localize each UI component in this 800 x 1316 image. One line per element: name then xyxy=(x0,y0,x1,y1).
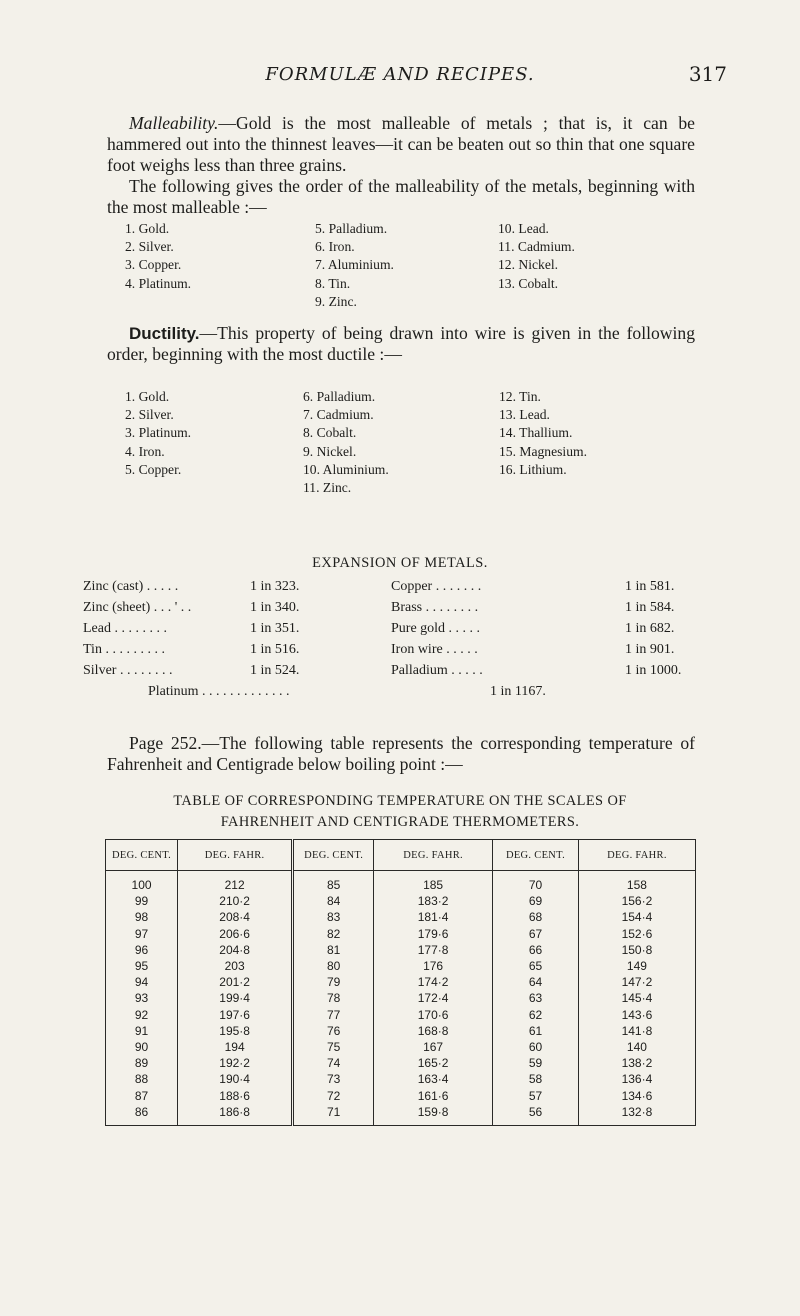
metal-value: 1 in 516. xyxy=(250,642,300,657)
table-cell: 194 xyxy=(178,1039,293,1055)
table-row xyxy=(106,871,696,894)
table-row xyxy=(106,1071,696,1087)
table-cell: 134·6 xyxy=(578,1087,695,1103)
table-cell: 163·4 xyxy=(374,1071,493,1087)
table-cell: 82 xyxy=(293,926,374,942)
list-item: 3. Platinum. xyxy=(125,425,192,441)
metal-value: 1 in 584. xyxy=(625,600,675,615)
table-cell: 176 xyxy=(374,958,493,974)
table-cell: 97 xyxy=(106,926,178,942)
list-item: 10. Aluminium. xyxy=(303,461,389,477)
malleability-text: —Gold is the most malleable of metals ; that is, it can be hammered out into the thinnest leaves—it can be beaten out so thin that one square foot weighs less than three grains. xyxy=(107,113,695,175)
ductility-paragraph xyxy=(107,323,695,365)
list-item: 13. Cobalt. xyxy=(498,275,559,291)
table-cell: 65 xyxy=(493,958,579,974)
table-cell: 212 xyxy=(178,871,293,894)
expansion-row xyxy=(83,642,703,662)
metal-name: Tin . . . . . . . . . xyxy=(83,642,165,657)
list-item: 9. Nickel. xyxy=(303,443,357,459)
table-cell: 161·6 xyxy=(374,1087,493,1103)
list-item: 15. Magnesium. xyxy=(499,443,587,459)
table-cell: 90 xyxy=(106,1039,178,1055)
list-item: 3. Copper. xyxy=(125,257,182,273)
column-header: DEG. FAHR. xyxy=(578,840,695,871)
list-item: 12. Tin. xyxy=(499,389,541,404)
table-cell: 158 xyxy=(578,871,695,894)
table-cell: 192·2 xyxy=(178,1055,293,1071)
table-cell: 80 xyxy=(293,958,374,974)
table-row xyxy=(106,893,696,909)
table-cell: 66 xyxy=(493,942,579,958)
page252-paragraph: Page 252.—The following table represents the corresponding temperature of Fahrenheit and Centigrade below boiling point :— xyxy=(107,733,695,774)
expansion-row xyxy=(83,621,703,641)
metal-name: Platinum . . . . . . . . . . . . . xyxy=(148,684,290,699)
list-item: 8. Tin. xyxy=(315,275,351,291)
malleability-list-col1 xyxy=(125,220,191,293)
expansion-row xyxy=(83,663,703,683)
table-cell: 147·2 xyxy=(578,974,695,990)
table-row xyxy=(106,1104,696,1126)
list-item: 1. Gold. xyxy=(125,389,170,404)
column-header: DEG. CENT. xyxy=(493,840,579,871)
expansion-title: EXPANSION OF METALS. xyxy=(312,555,488,571)
list-item: 6. Iron. xyxy=(315,239,355,255)
metal-name: Silver . . . . . . . . xyxy=(83,663,173,678)
metal-value: 1 in 901. xyxy=(625,642,675,657)
expansion-row xyxy=(83,579,703,599)
table-cell: 63 xyxy=(493,990,579,1006)
column-header: DEG. FAHR. xyxy=(178,840,293,871)
metal-name: Copper . . . . . . . xyxy=(391,579,482,594)
ductility-list-col3 xyxy=(499,388,587,479)
list-item: 12. Nickel. xyxy=(498,257,559,273)
table-cell: 197·6 xyxy=(178,1007,293,1023)
page-number: 317 xyxy=(688,62,727,86)
metal-name: Lead . . . . . . . . xyxy=(83,621,167,636)
table-cell: 210·2 xyxy=(178,893,293,909)
list-item: 2. Silver. xyxy=(125,239,174,255)
table-cell: 92 xyxy=(106,1007,178,1023)
table-cell: 76 xyxy=(293,1023,374,1039)
malleability-paragraph xyxy=(107,113,695,176)
column-header: DEG. CENT. xyxy=(106,840,178,871)
table-cell: 143·6 xyxy=(578,1007,695,1023)
malleability-list-col2 xyxy=(315,220,394,311)
table-cell: 201·2 xyxy=(178,974,293,990)
list-item: 5. Copper. xyxy=(125,461,182,477)
metal-name: Zinc (cast) . . . . . xyxy=(83,579,179,594)
expansion-row xyxy=(83,600,703,620)
table-cell: 138·2 xyxy=(578,1055,695,1071)
list-item: 5. Palladium. xyxy=(315,221,388,236)
table-cell: 190·4 xyxy=(178,1071,293,1087)
table-cell: 100 xyxy=(106,871,178,894)
table-cell: 172·4 xyxy=(374,990,493,1006)
table-cell: 159·8 xyxy=(374,1104,493,1126)
table-row xyxy=(106,1055,696,1071)
metal-name: Brass . . . . . . . . xyxy=(391,600,479,615)
list-item: 7. Aluminium. xyxy=(315,257,394,273)
table-cell: 68 xyxy=(493,909,579,925)
table-cell: 81 xyxy=(293,942,374,958)
table-cell: 86 xyxy=(106,1104,178,1126)
table-row xyxy=(106,1087,696,1103)
table-cell: 73 xyxy=(293,1071,374,1087)
table-cell: 61 xyxy=(493,1023,579,1039)
table-cell: 79 xyxy=(293,974,374,990)
table-cell: 72 xyxy=(293,1087,374,1103)
table-cell: 170·6 xyxy=(374,1007,493,1023)
table-cell: 179·6 xyxy=(374,926,493,942)
list-item: 14. Thallium. xyxy=(499,425,573,441)
table-cell: 149 xyxy=(578,958,695,974)
table-cell: 77 xyxy=(293,1007,374,1023)
table-cell: 99 xyxy=(106,893,178,909)
table-cell: 62 xyxy=(493,1007,579,1023)
table-row xyxy=(106,926,696,942)
table-cell: 83 xyxy=(293,909,374,925)
table-cell: 167 xyxy=(374,1039,493,1055)
table-cell: 89 xyxy=(106,1055,178,1071)
table-cell: 85 xyxy=(293,871,374,894)
table-row xyxy=(106,1039,696,1055)
table-cell: 88 xyxy=(106,1071,178,1087)
ductility-list-col1 xyxy=(125,388,191,479)
ductility-list-col2 xyxy=(303,388,389,497)
metal-name: Palladium . . . . . xyxy=(391,663,483,678)
table-cell: 95 xyxy=(106,958,178,974)
list-item: 2. Silver. xyxy=(125,407,174,423)
table-cell: 60 xyxy=(493,1039,579,1055)
list-item: 9. Zinc. xyxy=(315,293,357,309)
list-item: 7. Cadmium. xyxy=(303,407,374,423)
malleability-list-col3 xyxy=(498,220,575,293)
list-item: 11. Cadmium. xyxy=(498,239,575,255)
running-title: FORMULÆ AND RECIPES. xyxy=(265,64,535,85)
metal-value: 1 in 1000. xyxy=(625,663,682,678)
table-cell: 150·8 xyxy=(578,942,695,958)
table-header-row xyxy=(106,840,696,871)
column-header: DEG. FAHR. xyxy=(374,840,493,871)
table-cell: 181·4 xyxy=(374,909,493,925)
table-row xyxy=(106,909,696,925)
list-item: 10. Lead. xyxy=(498,221,549,236)
list-item: 1. Gold. xyxy=(125,221,170,236)
table-cell: 56 xyxy=(493,1104,579,1126)
metal-value: 1 in 340. xyxy=(250,600,300,615)
expansion-row-platinum xyxy=(148,684,648,704)
table-row xyxy=(106,958,696,974)
table-cell: 204·8 xyxy=(178,942,293,958)
table-cell: 168·8 xyxy=(374,1023,493,1039)
table-cell: 70 xyxy=(493,871,579,894)
table-cell: 57 xyxy=(493,1087,579,1103)
list-item: 6. Palladium. xyxy=(303,389,376,404)
table-cell: 145·4 xyxy=(578,990,695,1006)
temperature-table xyxy=(105,839,696,1126)
table-cell: 203 xyxy=(178,958,293,974)
table-cell: 58 xyxy=(493,1071,579,1087)
table-body xyxy=(106,871,696,1126)
malleability-intro: The following gives the order of the malleability of the metals, beginning with the most malleable :— xyxy=(107,176,695,217)
table-cell: 59 xyxy=(493,1055,579,1071)
table-row xyxy=(106,1023,696,1039)
table-cell: 67 xyxy=(493,926,579,942)
table-cell: 75 xyxy=(293,1039,374,1055)
table-cell: 183·2 xyxy=(374,893,493,909)
table-cell: 152·6 xyxy=(578,926,695,942)
metal-name: Zinc (sheet) . . . ' . . xyxy=(83,600,192,615)
metal-value: 1 in 323. xyxy=(250,579,300,594)
metal-value: 1 in 581. xyxy=(625,579,675,594)
running-header xyxy=(0,64,800,88)
table-row xyxy=(106,990,696,1006)
metal-value: 1 in 1167. xyxy=(490,684,546,699)
table-row xyxy=(106,1007,696,1023)
table-cell: 156·2 xyxy=(578,893,695,909)
table-cell: 74 xyxy=(293,1055,374,1071)
table-row xyxy=(106,942,696,958)
table-cell: 136·4 xyxy=(578,1071,695,1087)
list-item: 8. Cobalt. xyxy=(303,425,357,441)
table-cell: 174·2 xyxy=(374,974,493,990)
table-title-line2: FAHRENHEIT AND CENTIGRADE THERMOMETERS. xyxy=(220,814,580,830)
table-cell: 188·6 xyxy=(178,1087,293,1103)
table-cell: 91 xyxy=(106,1023,178,1039)
metal-name: Pure gold . . . . . xyxy=(391,621,481,636)
table-cell: 94 xyxy=(106,974,178,990)
ductility-text: —This property of being drawn into wire is given in the following order, beginning with the most ductile :— xyxy=(107,323,695,364)
table-cell: 177·8 xyxy=(374,942,493,958)
table-cell: 98 xyxy=(106,909,178,925)
table-cell: 93 xyxy=(106,990,178,1006)
list-item: 4. Iron. xyxy=(125,443,165,459)
table-cell: 154·4 xyxy=(578,909,695,925)
column-header: DEG. CENT. xyxy=(293,840,374,871)
list-item: 13. Lead. xyxy=(499,407,550,423)
malleability-heading: Malleability. xyxy=(129,113,219,133)
table-row xyxy=(106,974,696,990)
table-cell: 96 xyxy=(106,942,178,958)
table-cell: 141·8 xyxy=(578,1023,695,1039)
metal-value: 1 in 351. xyxy=(250,621,300,636)
metal-value: 1 in 524. xyxy=(250,663,300,678)
table-cell: 186·8 xyxy=(178,1104,293,1126)
table-cell: 87 xyxy=(106,1087,178,1103)
list-item: 16. Lithium. xyxy=(499,461,567,477)
table-cell: 185 xyxy=(374,871,493,894)
table-cell: 206·6 xyxy=(178,926,293,942)
table-cell: 78 xyxy=(293,990,374,1006)
table-cell: 140 xyxy=(578,1039,695,1055)
metal-value: 1 in 682. xyxy=(625,621,675,636)
table-cell: 84 xyxy=(293,893,374,909)
table-cell: 64 xyxy=(493,974,579,990)
list-item: 4. Platinum. xyxy=(125,275,192,291)
table-cell: 195·8 xyxy=(178,1023,293,1039)
list-item: 11. Zinc. xyxy=(303,480,352,496)
metal-name: Iron wire . . . . . xyxy=(391,642,478,657)
table-cell: 69 xyxy=(493,893,579,909)
table-cell: 199·4 xyxy=(178,990,293,1006)
table-cell: 165·2 xyxy=(374,1055,493,1071)
table-title-line1: TABLE OF CORRESPONDING TEMPERATURE ON THE SCALES OF xyxy=(173,793,627,809)
ductility-heading: Ductility. xyxy=(129,324,200,343)
table-cell: 71 xyxy=(293,1104,374,1126)
table-cell: 132·8 xyxy=(578,1104,695,1126)
table-cell: 208·4 xyxy=(178,909,293,925)
